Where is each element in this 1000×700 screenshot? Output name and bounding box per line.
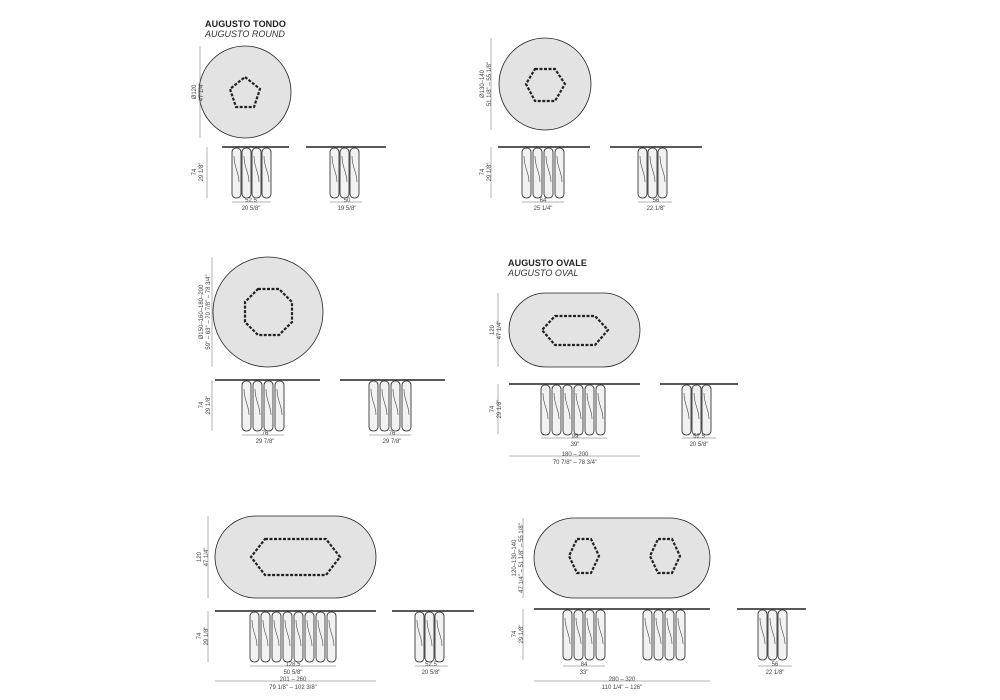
dim-w99: 99 (571, 434, 579, 440)
pedestal-side-120 (330, 148, 359, 198)
tabletop-round-130 (499, 38, 591, 130)
dim-w64-in: 25 1/4" (533, 206, 553, 212)
subtitle-augusto-round: AUGUSTO ROUND (205, 29, 285, 39)
dim-w525: 52.5 (245, 198, 257, 204)
table-oval-180 (490, 293, 738, 466)
pedestal-side-oval-180 (682, 385, 711, 435)
dim-w50-in: 19 5/8" (337, 206, 357, 212)
dim-w525-oval-in: 20 5/8" (689, 442, 709, 448)
dim-w56: 56 (652, 198, 660, 204)
dim-d130: Ø130–140 (480, 69, 486, 99)
pedestal-side-oval-280 (758, 610, 787, 660)
dim-h74-in-4: 29 1/8" (497, 399, 503, 419)
pedestal-front-oval-280-right (643, 610, 685, 660)
dim-ov120: 120 (490, 324, 496, 336)
pedestal-front-oval-201 (250, 612, 336, 662)
title-augusto-ovale: AUGUSTO OVALE (508, 258, 587, 268)
dim-l280: 280 – 320 (608, 677, 636, 683)
dim-w76: 76 (261, 431, 269, 437)
dim-w50: 50 (343, 198, 351, 204)
dim-w56-oval-in: 22 1/8" (765, 670, 785, 676)
dim-l201: 201 – 260 (279, 677, 307, 683)
table-oval-280 (512, 518, 806, 691)
dim-d120: Ø120 (192, 84, 198, 100)
table-round-130 (480, 38, 702, 212)
dim-h74-2: 74 (480, 168, 486, 176)
pedestal-front-120 (232, 148, 271, 198)
dim-h74-in: 29 1/8" (199, 162, 205, 182)
dim-w64: 64 (539, 198, 547, 204)
pedestal-front-130 (522, 148, 564, 198)
dim-w525-in: 20 5/8" (241, 206, 261, 212)
table-oval-201 (197, 516, 474, 691)
dim-h74: 74 (192, 168, 198, 176)
tabletop-oval-180 (509, 293, 640, 367)
dim-d120-in: 47 1/4" (199, 82, 205, 102)
pedestal-side-150 (369, 381, 411, 431)
title-augusto-tondo: AUGUSTO TONDO (205, 19, 286, 29)
dim-w76-side-in: 29 7/8" (382, 439, 402, 445)
table-round-120 (192, 46, 386, 212)
dim-d150-in: 59" – 63" – 70 7/8" – 78 3/4" (206, 274, 212, 350)
tabletop-oval-280 (534, 518, 710, 598)
dim-ov120b: 120–130–140 (512, 539, 518, 577)
dim-w56-in: 22 1/8" (646, 206, 666, 212)
dim-h74-4: 74 (490, 405, 496, 413)
dim-w525-oval2: 52.5 (425, 662, 437, 668)
dim-h74-6: 74 (512, 630, 518, 638)
dim-d150: Ø150–160–180–200 (199, 284, 205, 340)
dim-ov120-2: 120 (197, 551, 203, 563)
dim-w76-in: 29 7/8" (255, 439, 275, 445)
dim-ov120-2-in: 47 1/4" (204, 547, 210, 567)
dim-w99-in: 39" (570, 442, 580, 448)
dim-h74-3: 74 (199, 401, 205, 409)
dim-w76-side: 76 (388, 431, 396, 437)
dim-h74-in-6: 29 1/8" (519, 624, 525, 644)
tabletop-oval-201 (215, 516, 376, 598)
tabletop-round-120 (199, 46, 291, 138)
table-round-150 (199, 257, 445, 445)
dim-h74-in-5: 29 1/8" (204, 626, 210, 646)
dim-ov120b-in: 47 1/4" – 51 1/8" – 55 1/8" (519, 523, 525, 593)
dim-d130-in: 51 1/8" – 55 1/8" (487, 61, 493, 107)
dim-l201-in: 79 1/8" – 102 3/8" (269, 685, 317, 691)
dim-w1285: 128.5 (285, 662, 301, 668)
dim-w525-oval2-in: 20 5/8" (421, 670, 441, 676)
pedestal-front-150 (242, 381, 284, 431)
tabletop-round-150 (213, 257, 323, 367)
dim-w525-oval: 52.5 (693, 434, 705, 440)
subtitle-augusto-oval: AUGUSTO OVAL (508, 268, 579, 278)
dim-w84: 84 (580, 662, 588, 668)
pedestal-front-oval-180 (541, 385, 605, 435)
dim-w56-oval: 56 (771, 662, 779, 668)
dim-l180-in: 70 7/8" – 78 3/4" (552, 460, 598, 466)
pedestal-front-oval-280-left (563, 610, 605, 660)
dim-h74-5: 74 (197, 632, 203, 640)
pedestal-side-oval-201 (415, 612, 444, 662)
dim-l280-in: 110 1/4" – 126" (601, 685, 643, 691)
dim-l180: 180 – 200 (561, 452, 589, 458)
dim-h74-in-2: 29 1/8" (487, 162, 493, 182)
pedestal-side-130 (638, 148, 667, 198)
dim-w1285-in: 50 5/8" (283, 670, 303, 676)
dim-ov120-in: 47 1/4" (497, 320, 503, 340)
dim-w84-in: 33" (579, 670, 589, 676)
dim-h74-in-3: 29 1/8" (206, 395, 212, 415)
